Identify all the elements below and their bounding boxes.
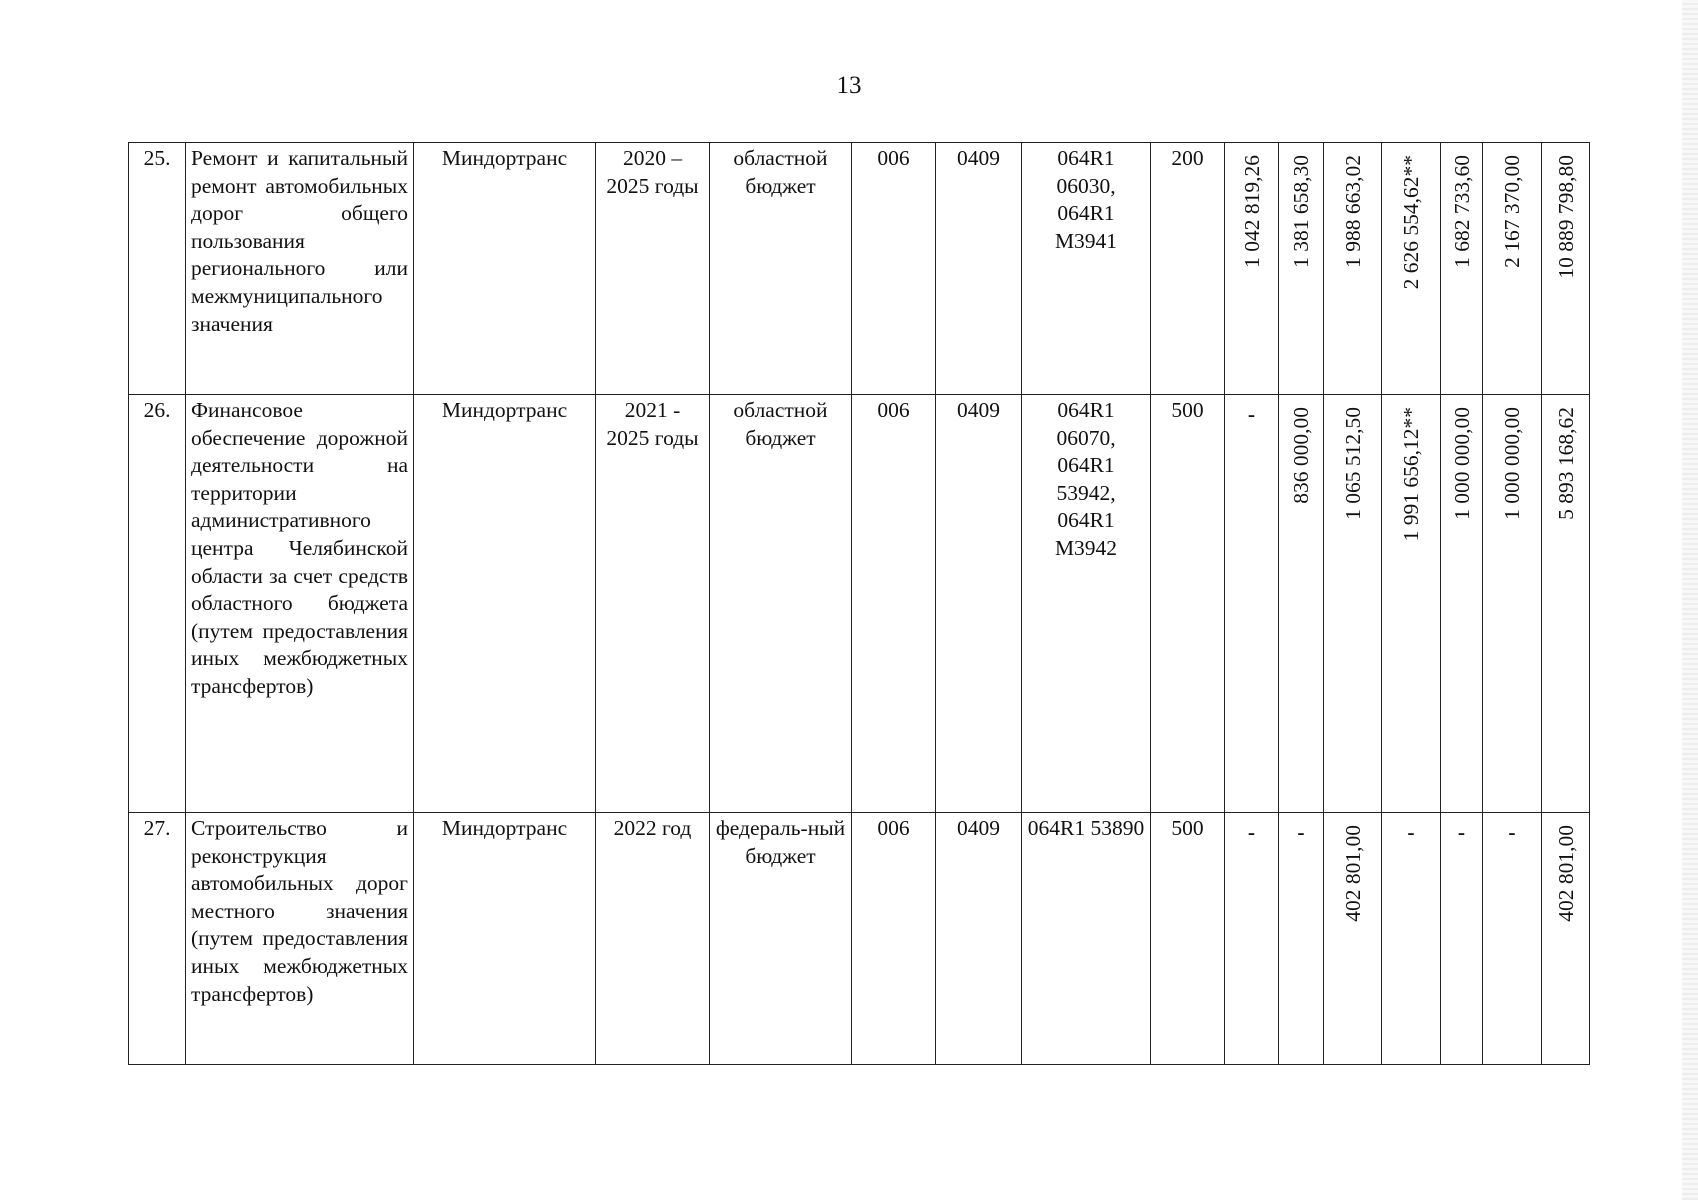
amount-cell bbox=[1382, 813, 1441, 1065]
scan-edge-decoration bbox=[1682, 0, 1698, 1200]
funding-source: областной бюджет bbox=[710, 143, 852, 395]
funding-source: областной бюджет bbox=[710, 395, 852, 813]
amount-cell bbox=[1483, 143, 1542, 395]
amount-cell bbox=[1483, 395, 1542, 813]
row-number: 27. bbox=[129, 813, 186, 1065]
amount-value: 1 988 663,02 bbox=[1340, 155, 1365, 268]
amount-cell bbox=[1324, 813, 1382, 1065]
table-row bbox=[129, 143, 1590, 395]
amount-value: 1 381 658,30 bbox=[1289, 155, 1313, 268]
amount-cell bbox=[1225, 813, 1279, 1065]
amount-cell bbox=[1279, 395, 1324, 813]
amount-cell bbox=[1483, 813, 1542, 1065]
amount-value: - bbox=[1508, 820, 1516, 844]
executor: Миндортранс bbox=[414, 143, 596, 395]
table-row bbox=[129, 813, 1590, 1065]
measure-name: Финансовое обеспечение дорожной деятельности на территории административного центра Челябинской области за счет средств областного бюджета (путем предоставления иных межбюджетных трансфертов) bbox=[186, 395, 414, 813]
funding-source: федераль-ный бюджет bbox=[710, 813, 852, 1065]
amount-total-value: 402 801,00 bbox=[1553, 825, 1578, 922]
amount-total-value: 5 893 168,62 bbox=[1553, 407, 1578, 520]
csr-code: 064R1 53890 bbox=[1022, 813, 1151, 1065]
amount-value: 1 991 656,12** bbox=[1399, 407, 1423, 542]
amount-cell bbox=[1441, 143, 1483, 395]
csr-code: 064R1 06030, 064R1 М3941 bbox=[1022, 143, 1151, 395]
amount-cell bbox=[1324, 143, 1382, 395]
period: 2020 – 2025 годы bbox=[596, 143, 710, 395]
rzpr-code: 0409 bbox=[936, 813, 1022, 1065]
table-row bbox=[129, 395, 1590, 813]
amount-cell bbox=[1225, 395, 1279, 813]
csr-code: 064R1 06070, 064R1 53942, 064R1 М3942 bbox=[1022, 395, 1151, 813]
measure-name: Строительство и реконструкция автомобильных дорог местного значения (путем предоставления иных межбюджетных трансфертов) bbox=[186, 813, 414, 1065]
amount-total-cell bbox=[1542, 395, 1590, 813]
amount-value: - bbox=[1407, 820, 1415, 844]
amount-cell bbox=[1441, 395, 1483, 813]
grbs-code: 006 bbox=[852, 143, 936, 395]
amount-cell bbox=[1225, 143, 1279, 395]
amount-value: - bbox=[1297, 820, 1305, 844]
amount-value: 1 000 000,00 bbox=[1449, 407, 1474, 520]
amount-value: - bbox=[1247, 402, 1256, 426]
amount-value: 1 682 733,60 bbox=[1449, 155, 1474, 268]
amount-value: 1 000 000,00 bbox=[1500, 407, 1524, 520]
amount-value: - bbox=[1457, 820, 1466, 844]
amount-total-cell bbox=[1542, 813, 1590, 1065]
amount-cell bbox=[1324, 395, 1382, 813]
period: 2022 год bbox=[596, 813, 710, 1065]
executor: Миндортранс bbox=[414, 395, 596, 813]
executor: Миндортранс bbox=[414, 813, 596, 1065]
amount-value: 2 626 554,62** bbox=[1399, 155, 1423, 290]
rzpr-code: 0409 bbox=[936, 395, 1022, 813]
amount-total-value: 10 889 798,80 bbox=[1553, 155, 1578, 279]
grbs-code: 006 bbox=[852, 395, 936, 813]
amount-total-cell bbox=[1542, 143, 1590, 395]
amount-value: 402 801,00 bbox=[1340, 825, 1365, 922]
vr-code: 500 bbox=[1151, 395, 1225, 813]
period: 2021 - 2025 годы bbox=[596, 395, 710, 813]
amount-value: 836 000,00 bbox=[1289, 407, 1313, 504]
rzpr-code: 0409 bbox=[936, 143, 1022, 395]
measure-name: Ремонт и капитальный ремонт автомобильных дорог общего пользования регионального или межмуниципального значения bbox=[186, 143, 414, 395]
page-number: 13 bbox=[836, 72, 862, 99]
grbs-code: 006 bbox=[852, 813, 936, 1065]
budget-table bbox=[128, 142, 1590, 1065]
amount-cell bbox=[1441, 813, 1483, 1065]
row-number: 26. bbox=[129, 395, 186, 813]
amount-value: - bbox=[1247, 820, 1256, 844]
amount-cell bbox=[1279, 143, 1324, 395]
amount-cell bbox=[1382, 143, 1441, 395]
vr-code: 200 bbox=[1151, 143, 1225, 395]
amount-cell bbox=[1279, 813, 1324, 1065]
amount-value: 1 042 819,26 bbox=[1239, 155, 1264, 268]
amount-value: 2 167 370,00 bbox=[1500, 155, 1524, 268]
vr-code: 500 bbox=[1151, 813, 1225, 1065]
amount-value: 1 065 512,50 bbox=[1340, 407, 1365, 520]
amount-cell bbox=[1382, 395, 1441, 813]
row-number: 25. bbox=[129, 143, 186, 395]
